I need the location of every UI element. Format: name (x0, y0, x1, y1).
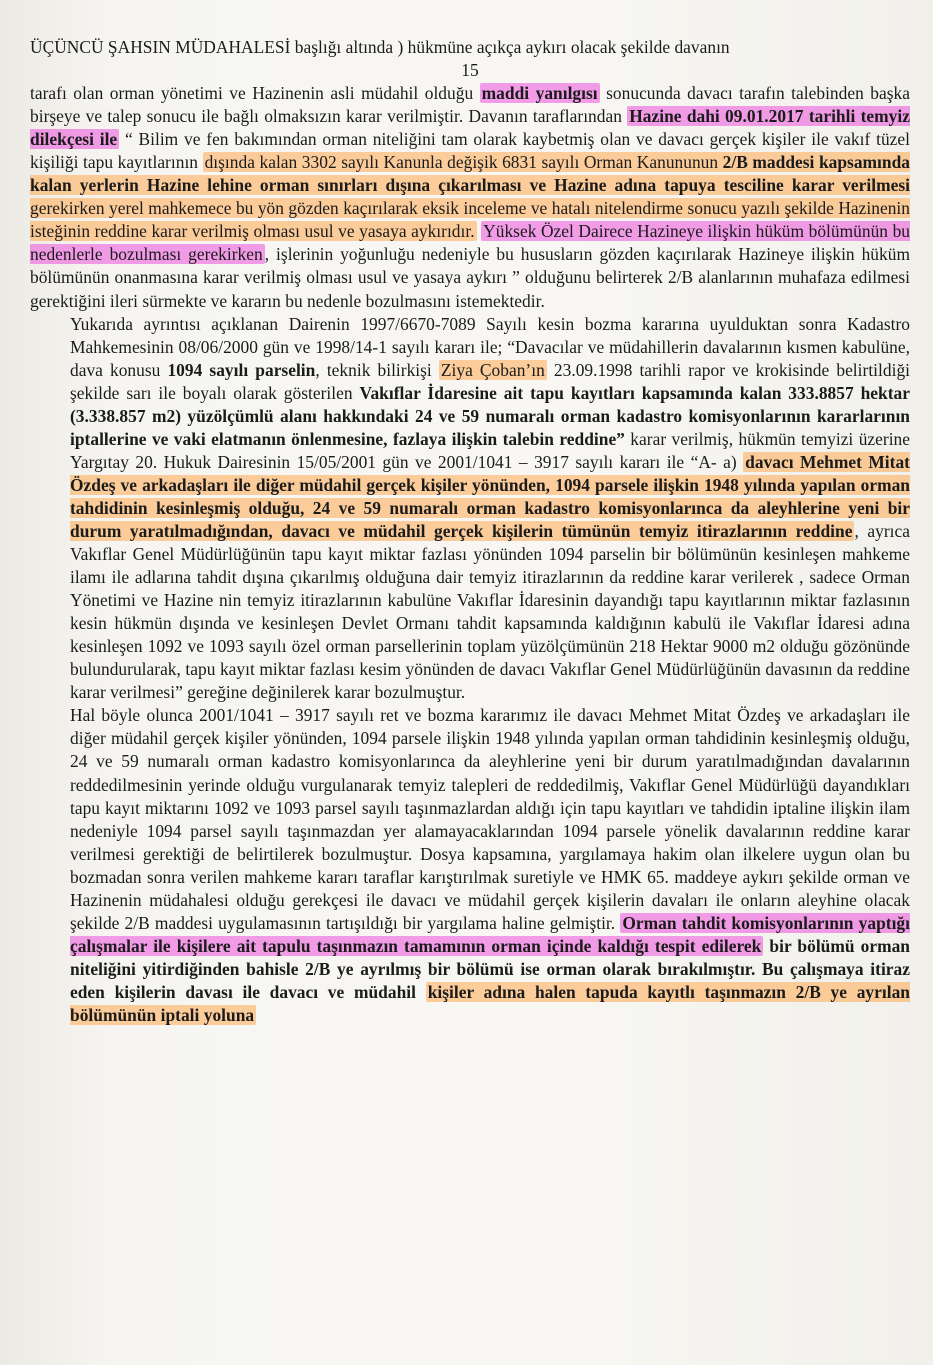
highlight-orange: dışında kalan 3302 sayılı Kanunla değişik 6831 sayılı Orman Kanununun 2/B maddesi kapsamında kalan yerlerin Hazine lehine orman sınırları dışına çıkarılması ve Hazine adına tapuya tesciline karar verilmesi gerekirken yerel mahkemece bu yön gözden kaçırılarak eksik inceleme ve hatalı nitelendirme sonucu yazılı şekilde Hazinenin isteğinin reddine karar verilmiş olması usul ve yasaya aykırıdır. (30, 152, 911, 242)
heading-line (30, 36, 910, 59)
p2-bold-2: Vakıflar İdaresine ait tapu kayıtları kapsamında kalan 333.8857 hektar (3.338.857 m2) yüzölçümlü alanı hakkındaki 24 ve 59 numaralı orman kadastro komisyonlarının kararlarının iptallerine ve vaki elatmanın önlenmesine, fazlaya ilişkin talebin reddine” (70, 382, 910, 449)
page-number: 15 (461, 60, 479, 81)
p2-text-c: 23.09.1998 tarihli rapor ve krokisinde belirtildiği şekilde sarı ile boyalı olarak gösterilen (70, 359, 911, 403)
p2-text-b: , teknik bilirkişi (315, 359, 439, 380)
p2-text-e: , ayrıca Vakıflar Genel Müdürlüğünün tapu kayıt miktar fazlası yönünden 1094 parselin bir bölümünün kesinleşen mahkeme ilamı ile adlarına tahdit dışına çıkarılmış olduğuna dair temyiz itirazlarının da reddine karar verilerek , sadece Orman Yönetimi ve Hazine nin temyiz itirazlarının kabulüne Vakıflar İdaresinin dayandığı tapu kayıtlarının miktar fazlasının kesin hükmün dışında ve kesinleşen Devlet Ormanı tahdit kapsamında kaldığının kabulü ile Vakıflar İdaresi adına kesinleşen 1092 ve 1093 sayılı özel orman parsellerinin toplam yüzölçümünün 218 Hektar 9000 m2 olduğu gözönünde bulundurularak, tapu kayıt miktar fazlası kesim yönünden de davacı Vakıflar Genel Müdürlüğünün davasının da reddine karar verilmesi” gereğine değinilerek karar bozulmuştur. (70, 520, 910, 703)
paragraph-2 (30, 313, 910, 705)
highlight-pink: Orman tahdit komisyonlarının yaptığı çalışmalar ile kişilere ait tapulu taşınmazın tamamının orman içinde kaldığı tespit edilerek (70, 912, 911, 956)
p2-text-d: karar verilmiş, hükmün temyizi üzerine Yargıtay 20. Hukuk Dairesinin 15/05/2001 gün ve 2001/1041 – 3917 sayılı kararı ile “A- a) (70, 428, 911, 472)
heading-line-text: başlığı altında ) hükmüne açıkça aykırı olacak şekilde davanın (290, 37, 730, 57)
document-body (30, 36, 910, 1027)
highlight-orange: Ziya Çoban’ın (440, 359, 545, 380)
paragraph-1 (30, 82, 910, 312)
paragraph-3 (30, 704, 910, 1027)
p1-text-b: sonucunda davacı tarafın talebinden başka birşeye ve talep sonucu ile bağlı olmaksızın karar verilmiştir. Davanın taraflarından (30, 83, 910, 127)
p3-text-a: Hal böyle olunca 2001/1041 – 3917 sayılı ret ve bozma kararımız ile davacı Mehmet Mitat Özdeş ve arkadaşları ile diğer müdahil gerçek kişiler yönünden, 1094 parsele ilişkin 1948 yılında yapılan orman tahdidinin kesinleşmiş olduğu, 24 ve 59 numaralı orman kadastro komisyonlarınca da aleyhlerine yeni bir durum yaratılmadığından davalarının reddedilmesinin yerinde olduğu vurgulanarak temyiz talepleri de reddedilmiş, Vakıflar Genel Müdürlüğü dayandıkları tapu kayıt miktarını 1092 ve 1093 parsel sayılı taşınmazlardan aldığı için tapu kayıtları ve tahdidin iptaline ilişkin ilam nedeniyle 1094 parsel sayılı taşınmazdan yer alamayacaklarından 1094 parsele yönelik davalarının reddine karar verilmesi gerektiği de belirtilerek bozulmuştur. Dosya kapsamına, yargılamaya hakim olan ilkelere uygun olan bu bozmadan sonra verilen mahkeme kararı taraflar karıştırılmak suretiyle ve HMK 65. maddeye aykırı şekilde orman ve Hazinenin müdahalesi olduğu gerekçesi ile davacı ve müdahil gerçek kişilerin davaları ile onların aleyhine olacak şekilde 2/B maddesi uygulamasının tartışıldığı bir yargılama haline gelmiştir. (70, 705, 910, 933)
highlight-pink: Yüksek Özel Dairece Hazineye ilişkin hüküm bölümünün bu nedenlerle bozulması gerekirken (30, 221, 910, 265)
p3-bold-1: bir bölümü orman niteliğini yitirdiğinden bahisle 2/B ye ayrılmış bir bölümü ise orman olarak bırakılmıştır. Bu çalışmaya itiraz eden kişilerin davası ile davacı ve müdahil (70, 935, 910, 1002)
highlight-pink: Hazine dahi 09.01.2017 tarihli temyiz dilekçesi ile (30, 106, 910, 150)
p2-text-a: Yukarıda ayrıntısı açıklanan Dairenin 1997/6670-7089 Sayılı kesin bozma kararına uyulduktan sonra Kadastro Mahkemesinin 08/06/2000 gün ve 1998/14-1 sayılı kararı ile; “Davacılar ve müdahillerin davalarının kısmen kabulüne, dava konusu (70, 313, 910, 380)
third-party-intervention-heading: ÜÇÜNCÜ ŞAHSIN MÜDAHALESİ (30, 37, 291, 57)
p1-text-e: , işlerinin yoğunluğu nedeniyle bu hususların gözden kaçırılarak Hazineye ilişkin hüküm bölümünün onanmasına karar verilmiş olması usul ve yasaya aykırı ” olduğunu belirterek 2/B alanlarının muhafaza edilmesi gerektiğini ileri sürmekte ve kararın bu nedenle bozulmasını istemektedir. (30, 244, 910, 311)
highlight-pink: maddi yanılgısı (481, 83, 598, 104)
p1-text-c: “ Bilim ve fen bakımından orman niteliğini tam olarak kaybetmiş olan ve davacı gerçek kişiler ile vakıf tüzel kişiliği tapu kayıtlarının (30, 129, 910, 173)
highlight-orange: davacı Mehmet Mitat Özdeş ve arkadaşları ile diğer müdahil gerçek kişiler yönünden, 1094 parsele ilişkin 1948 yılında yapılan orman tahdidinin kesinleşmiş olduğu, 24 ve 59 numaralı orman kadastro komisyonlarınca da aleyhlerine yeni bir durum yaratılmadığından, davacı ve müdahil gerçek kişilerin tümünün temyiz itirazlarının reddine (70, 451, 910, 541)
p1-text-a: tarafı olan orman yönetimi ve Hazinenin asli müdahil olduğu (30, 83, 480, 104)
highlight-orange: kişiler adına halen tapuda kayıtlı taşınmazın 2/B ye ayrılan bölümünün iptali yoluna (70, 981, 910, 1025)
p2-bold-1: 1094 sayılı parselin (167, 359, 316, 380)
